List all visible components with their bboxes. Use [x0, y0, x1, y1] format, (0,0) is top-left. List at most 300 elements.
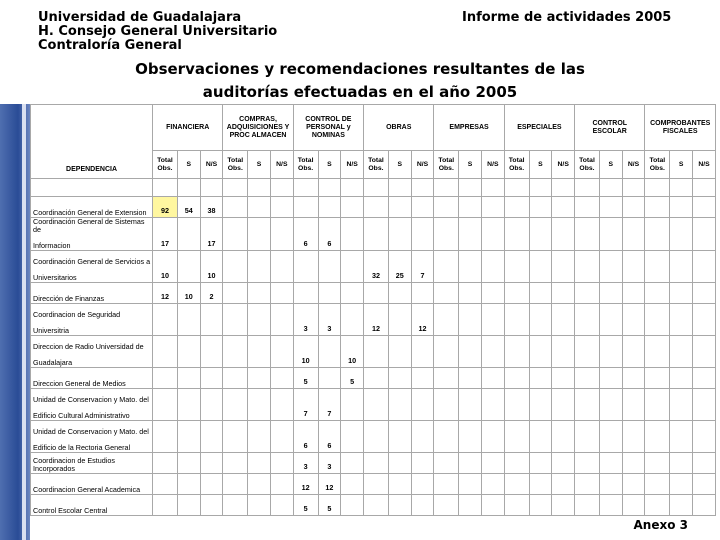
ns-header: N/S	[692, 151, 715, 179]
dependency-name	[31, 495, 153, 516]
value-cell: 5	[293, 368, 318, 389]
value-cell	[692, 474, 715, 495]
value-cell	[504, 421, 529, 453]
spacer-cell	[364, 179, 389, 197]
value-cell	[692, 251, 715, 283]
value-cell	[248, 304, 271, 336]
value-cell	[692, 453, 715, 474]
value-cell: 5	[318, 495, 341, 516]
value-cell	[388, 304, 411, 336]
obs-label: Obs.	[157, 164, 173, 172]
spacer-cell	[31, 179, 153, 197]
value-cell	[529, 218, 552, 251]
value-cell	[529, 453, 552, 474]
value-cell	[575, 283, 600, 304]
spacer-cell	[529, 179, 552, 197]
value-cell: 7	[293, 389, 318, 421]
value-cell	[645, 474, 670, 495]
value-cell	[504, 474, 529, 495]
value-cell: 7	[411, 251, 434, 283]
value-cell	[411, 495, 434, 516]
value-cell	[622, 368, 645, 389]
dependency-line2: Universitarios	[33, 273, 77, 282]
value-cell	[692, 283, 715, 304]
value-cell	[692, 421, 715, 453]
value-cell	[411, 336, 434, 368]
value-cell	[599, 336, 622, 368]
value-cell	[670, 197, 693, 218]
value-cell: 3	[293, 304, 318, 336]
value-cell	[552, 304, 575, 336]
s-header: S	[459, 151, 482, 179]
value-cell: 5	[341, 368, 364, 389]
value-cell	[364, 197, 389, 218]
value-cell	[504, 197, 529, 218]
value-cell	[645, 251, 670, 283]
value-cell	[200, 389, 223, 421]
value-cell	[248, 368, 271, 389]
value-cell	[364, 389, 389, 421]
value-cell	[318, 368, 341, 389]
value-cell	[481, 283, 504, 304]
value-cell	[481, 421, 504, 453]
obs-label: Obs.	[649, 164, 665, 172]
value-cell	[270, 474, 293, 495]
value-cell	[270, 368, 293, 389]
value-cell	[481, 218, 504, 251]
value-cell	[529, 495, 552, 516]
value-cell	[153, 495, 178, 516]
value-cell	[504, 495, 529, 516]
value-cell	[622, 474, 645, 495]
total-obs-header	[575, 151, 600, 179]
value-cell: 6	[318, 421, 341, 453]
report-title: Informe de actividades 2005	[462, 10, 672, 25]
value-cell	[670, 283, 693, 304]
dependency-name	[31, 453, 153, 474]
total-obs-header	[153, 151, 178, 179]
value-cell	[670, 336, 693, 368]
table-row	[31, 197, 716, 218]
value-cell	[200, 421, 223, 453]
value-cell	[692, 389, 715, 421]
value-cell	[552, 453, 575, 474]
spacer-cell	[575, 179, 600, 197]
value-cell	[341, 421, 364, 453]
s-header: S	[248, 151, 271, 179]
value-cell: 2	[200, 283, 223, 304]
value-cell	[692, 197, 715, 218]
value-cell	[481, 251, 504, 283]
value-cell	[341, 474, 364, 495]
value-cell: 17	[200, 218, 223, 251]
ns-header: N/S	[481, 151, 504, 179]
value-cell	[270, 251, 293, 283]
value-cell	[599, 304, 622, 336]
spacer-cell	[153, 179, 178, 197]
table-row	[31, 218, 716, 251]
value-cell	[341, 218, 364, 251]
value-cell: 54	[177, 197, 200, 218]
value-cell	[411, 474, 434, 495]
value-cell	[552, 495, 575, 516]
spacer-cell	[481, 179, 504, 197]
value-cell	[223, 495, 248, 516]
value-cell	[459, 453, 482, 474]
total-obs-header	[504, 151, 529, 179]
value-cell	[622, 197, 645, 218]
value-cell	[459, 218, 482, 251]
spacer-cell	[177, 179, 200, 197]
value-cell	[529, 368, 552, 389]
value-cell	[388, 336, 411, 368]
spacer-cell	[599, 179, 622, 197]
audit-table	[30, 104, 716, 516]
value-cell	[459, 495, 482, 516]
value-cell	[692, 218, 715, 251]
dependency-line1: Coordinación General de Sistemas de	[33, 217, 145, 234]
value-cell	[388, 495, 411, 516]
value-cell	[692, 495, 715, 516]
value-cell: 7	[318, 389, 341, 421]
value-cell	[177, 389, 200, 421]
spacer-cell	[248, 179, 271, 197]
value-cell	[575, 336, 600, 368]
value-cell	[388, 421, 411, 453]
value-cell	[670, 389, 693, 421]
value-cell	[364, 421, 389, 453]
value-cell	[153, 389, 178, 421]
dependency-name	[31, 304, 153, 336]
value-cell	[529, 389, 552, 421]
value-cell	[504, 336, 529, 368]
table-row	[31, 368, 716, 389]
value-cell	[223, 368, 248, 389]
spacer-cell	[293, 179, 318, 197]
value-cell	[388, 283, 411, 304]
value-cell	[223, 421, 248, 453]
value-cell	[529, 197, 552, 218]
value-cell: 6	[293, 421, 318, 453]
value-cell	[200, 453, 223, 474]
value-cell: 17	[153, 218, 178, 251]
value-cell	[575, 421, 600, 453]
value-cell	[645, 218, 670, 251]
value-cell	[223, 304, 248, 336]
value-cell	[645, 389, 670, 421]
value-cell	[459, 283, 482, 304]
value-cell	[692, 304, 715, 336]
value-cell	[599, 218, 622, 251]
value-cell	[434, 197, 459, 218]
value-cell	[388, 368, 411, 389]
value-cell	[341, 283, 364, 304]
value-cell	[153, 421, 178, 453]
value-cell	[529, 474, 552, 495]
value-cell	[552, 389, 575, 421]
council-name: H. Consejo General Universitario	[38, 24, 278, 39]
value-cell	[411, 453, 434, 474]
dependency-name	[31, 368, 153, 389]
dependency-line1: Unidad de Conservacion y Mato. del	[33, 395, 149, 404]
s-header: S	[388, 151, 411, 179]
value-cell	[223, 336, 248, 368]
value-cell	[599, 389, 622, 421]
value-cell	[318, 197, 341, 218]
spacer-cell	[692, 179, 715, 197]
dependency-line1: Unidad de Conservacion y Mato. del	[33, 427, 149, 436]
value-cell	[270, 336, 293, 368]
value-cell	[599, 283, 622, 304]
spacer-cell	[270, 179, 293, 197]
group-header: ESPECIALES	[504, 105, 574, 151]
value-cell	[200, 495, 223, 516]
table-row	[31, 453, 716, 474]
obs-label: Obs.	[368, 164, 384, 172]
value-cell	[670, 218, 693, 251]
value-cell	[248, 251, 271, 283]
obs-label: Obs.	[579, 164, 595, 172]
value-cell	[364, 218, 389, 251]
value-cell	[434, 474, 459, 495]
spacer-cell	[459, 179, 482, 197]
value-cell	[622, 421, 645, 453]
value-cell	[670, 495, 693, 516]
value-cell	[481, 336, 504, 368]
value-cell	[434, 389, 459, 421]
value-cell	[411, 283, 434, 304]
total-label: Total	[649, 156, 666, 164]
value-cell	[504, 389, 529, 421]
value-cell	[364, 283, 389, 304]
value-cell	[411, 389, 434, 421]
value-cell	[177, 474, 200, 495]
spacer-cell	[622, 179, 645, 197]
dependency-line2: Informacion	[33, 241, 71, 250]
value-cell	[341, 453, 364, 474]
value-cell	[575, 304, 600, 336]
value-cell	[645, 304, 670, 336]
ns-header: N/S	[411, 151, 434, 179]
group-header: CONTROL DE PERSONAL y NOMINAS	[293, 105, 363, 151]
value-cell: 10	[200, 251, 223, 283]
total-obs-header	[223, 151, 248, 179]
value-cell	[504, 304, 529, 336]
value-cell	[459, 368, 482, 389]
s-header: S	[529, 151, 552, 179]
value-cell	[670, 421, 693, 453]
value-cell	[270, 421, 293, 453]
value-cell: 10	[153, 251, 178, 283]
ns-header: N/S	[622, 151, 645, 179]
value-cell	[434, 218, 459, 251]
value-cell	[248, 474, 271, 495]
group-header: EMPRESAS	[434, 105, 504, 151]
value-cell	[177, 304, 200, 336]
value-cell	[341, 304, 364, 336]
value-cell	[670, 474, 693, 495]
value-cell	[459, 336, 482, 368]
value-cell	[670, 368, 693, 389]
value-cell	[504, 453, 529, 474]
value-cell	[481, 389, 504, 421]
value-cell	[622, 453, 645, 474]
audit-table-sheet	[30, 104, 716, 514]
value-cell	[529, 283, 552, 304]
value-cell	[622, 251, 645, 283]
office-name: Contraloría General	[38, 38, 182, 53]
value-cell	[599, 197, 622, 218]
value-cell: 92	[153, 197, 178, 218]
table-row	[31, 389, 716, 421]
value-cell	[341, 495, 364, 516]
value-cell	[481, 474, 504, 495]
value-cell	[177, 453, 200, 474]
dependency-line2: Guadalajara	[33, 358, 73, 367]
value-cell	[293, 283, 318, 304]
s-header: S	[670, 151, 693, 179]
value-cell	[341, 197, 364, 218]
dependency-line2: Universitria	[33, 326, 69, 335]
value-cell	[434, 453, 459, 474]
value-cell	[599, 368, 622, 389]
value-cell: 12	[293, 474, 318, 495]
dependency-line1: Direccion de Radio Universidad de	[33, 342, 144, 351]
value-cell: 5	[293, 495, 318, 516]
value-cell	[434, 251, 459, 283]
value-cell	[645, 283, 670, 304]
value-cell	[223, 389, 248, 421]
ns-header: N/S	[270, 151, 293, 179]
total-label: Total	[368, 156, 384, 164]
value-cell	[270, 218, 293, 251]
value-cell	[575, 474, 600, 495]
value-cell	[411, 421, 434, 453]
value-cell	[599, 474, 622, 495]
spacer-cell	[411, 179, 434, 197]
value-cell	[270, 283, 293, 304]
dependency-name	[31, 251, 153, 283]
total-label: Total	[297, 156, 314, 164]
group-header: COMPRAS, ADQUISICIONES Y PROC ALMACEN	[223, 105, 293, 151]
value-cell	[670, 304, 693, 336]
value-cell	[459, 474, 482, 495]
value-cell	[388, 453, 411, 474]
value-cell	[599, 251, 622, 283]
value-cell	[459, 304, 482, 336]
s-header: S	[177, 151, 200, 179]
value-cell	[177, 495, 200, 516]
value-cell: 12	[364, 304, 389, 336]
value-cell	[504, 368, 529, 389]
value-cell	[504, 283, 529, 304]
value-cell	[645, 368, 670, 389]
value-cell	[481, 368, 504, 389]
value-cell	[529, 336, 552, 368]
total-label: Total	[157, 156, 173, 164]
obs-label: Obs.	[438, 164, 454, 172]
value-cell	[270, 453, 293, 474]
value-cell	[270, 389, 293, 421]
page-title-line2: auditorías efectuadas en el año 2005	[202, 83, 518, 101]
value-cell: 38	[200, 197, 223, 218]
value-cell	[153, 453, 178, 474]
value-cell	[622, 495, 645, 516]
s-header: S	[318, 151, 341, 179]
value-cell	[459, 389, 482, 421]
dependency-line1: Coordinación General de Extension	[33, 208, 147, 217]
group-header: COMPROBANTES FISCALES	[645, 105, 716, 151]
value-cell: 3	[318, 304, 341, 336]
value-cell: 10	[293, 336, 318, 368]
value-cell	[318, 251, 341, 283]
value-cell	[248, 283, 271, 304]
value-cell	[248, 389, 271, 421]
value-cell	[388, 218, 411, 251]
dependency-line1: Coordinación General de Servicios a	[33, 257, 151, 266]
total-label: Total	[579, 156, 595, 164]
value-cell	[645, 421, 670, 453]
spacer-cell	[434, 179, 459, 197]
value-cell	[575, 197, 600, 218]
value-cell: 10	[341, 336, 364, 368]
value-cell	[552, 421, 575, 453]
total-obs-header	[364, 151, 389, 179]
value-cell	[529, 251, 552, 283]
value-cell	[318, 283, 341, 304]
total-obs-header	[434, 151, 459, 179]
group-header: FINANCIERA	[153, 105, 223, 151]
obs-label: Obs.	[227, 164, 243, 172]
value-cell	[481, 197, 504, 218]
value-cell	[248, 218, 271, 251]
value-cell	[388, 197, 411, 218]
value-cell	[481, 453, 504, 474]
value-cell	[434, 368, 459, 389]
value-cell: 10	[177, 283, 200, 304]
value-cell	[153, 336, 178, 368]
ns-header: N/S	[341, 151, 364, 179]
value-cell	[645, 495, 670, 516]
dependency-name	[31, 474, 153, 495]
value-cell	[575, 453, 600, 474]
dependency-name	[31, 336, 153, 368]
spacer-cell	[645, 179, 670, 197]
annex-label: Anexo 3	[633, 518, 688, 532]
value-cell	[529, 304, 552, 336]
value-cell	[364, 453, 389, 474]
value-cell	[645, 336, 670, 368]
value-cell	[223, 197, 248, 218]
value-cell	[459, 421, 482, 453]
s-header: S	[599, 151, 622, 179]
value-cell	[622, 389, 645, 421]
ns-header: N/S	[200, 151, 223, 179]
total-label: Total	[227, 156, 244, 164]
value-cell	[177, 251, 200, 283]
university-name: Universidad de Guadalajara	[38, 10, 242, 25]
left-decorative-bar	[0, 104, 30, 540]
dependency-line1: Direccion General de Medios	[33, 379, 126, 388]
dependency-line2: Edificio Cultural Administrativo	[33, 411, 130, 420]
value-cell	[200, 336, 223, 368]
group-header: CONTROL ESCOLAR	[575, 105, 645, 151]
value-cell	[552, 218, 575, 251]
spacer-cell	[552, 179, 575, 197]
value-cell	[177, 368, 200, 389]
value-cell	[411, 368, 434, 389]
value-cell	[575, 495, 600, 516]
